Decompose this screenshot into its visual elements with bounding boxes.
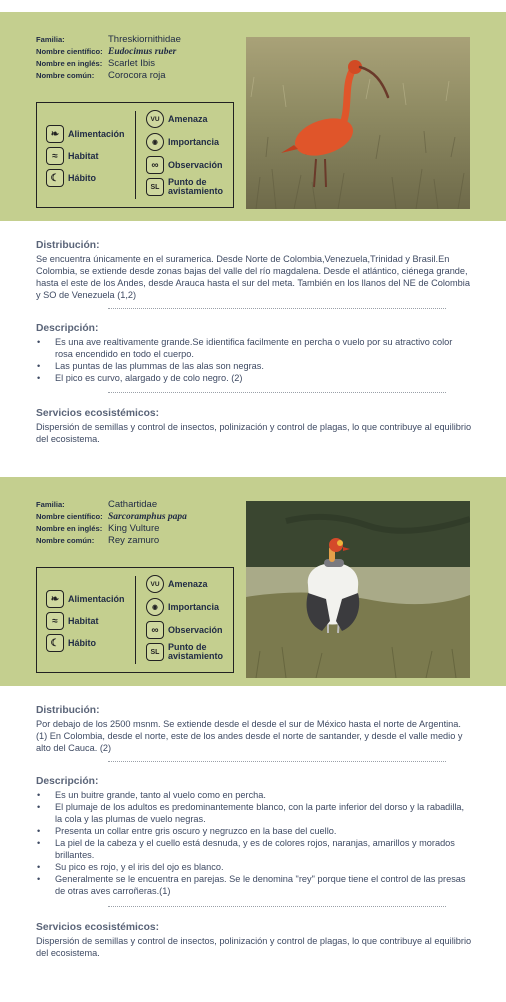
vu-badge-icon: VU <box>146 110 164 128</box>
photo-king-vulture <box>246 501 470 678</box>
divider-rule <box>108 906 446 907</box>
species-info-vulture <box>36 499 187 547</box>
cientifico-value: Sarcoramphus papa <box>108 512 187 522</box>
legend-importancia: ◉ Importancia <box>146 133 219 151</box>
species-info-ibis <box>36 34 181 82</box>
descripcion-item: • Generalmente se le encuentra en parejas. Se le denomina "rey" porque tiene el control de las presas de otras aves carroñeras.(1) <box>36 873 472 897</box>
servicios-text: Dispersión de semillas y control de insectos, polinización y control de plagas, lo que contribuye al equilibrio del ecosistema. <box>36 936 472 958</box>
distribucion-heading: Distribución: <box>36 240 100 251</box>
sl-badge-icon: SL <box>146 178 164 196</box>
distribucion-heading: Distribución: <box>36 705 100 716</box>
legend-habito: ☾ Hábito <box>46 169 96 187</box>
servicios-heading: Servicios ecosistémicos: <box>36 922 160 933</box>
king-vulture-illustration <box>246 501 470 678</box>
label-familia: Familia: <box>36 500 65 509</box>
moon-icon: ☾ <box>46 169 64 187</box>
legend-habitat: ≈ Habitat <box>46 612 99 630</box>
distribucion-text: Por debajo de los 2500 msnm. Se extiende desde el desde el sur de México hasta el norte de Argentina. (1) En Colombia, desde el norte, este de los andes desde el norte de santander, y desde el valle medio y alto del Cauca. (2) <box>36 719 463 753</box>
descripcion-item: • Las puntas de las plummas de las alas son negras. <box>36 360 472 372</box>
legend-importancia: ◉ Importancia <box>146 598 219 616</box>
servicios-text: Dispersión de semillas y control de insectos, polinización y control de plagas, lo que contribuye al equilibrio del ecosistema. <box>36 422 472 444</box>
binoculars-icon: ∞ <box>146 156 164 174</box>
servicios-heading: Servicios ecosistémicos: <box>36 408 160 419</box>
descripcion-section-vulture <box>36 776 472 897</box>
vu-badge-icon: VU <box>146 575 164 593</box>
descripcion-item: • Es una ave realtivamente grande.Se idientifica facilmente en percha o vuelo por su atractivo color rosa encendido en todo el cuerpo. <box>36 336 472 360</box>
ingles-value: King Vulture <box>108 523 160 534</box>
legend-punto: SL Punto de avistamiento <box>146 178 230 196</box>
label-comun: Nombre común: <box>36 71 95 80</box>
bird-feeding-icon: ❧ <box>46 125 64 143</box>
legend-observacion: ∞ Observación <box>146 156 223 174</box>
distribucion-text: Se encuentra únicamente en el suramerica. Desde Norte de Colombia,Venezuela,Trinidad y Brasil.En Colombia, se extiende desde zonas bajas del valle del río magdalena. Desde el atlántico, ciénega grande, hasta el este de los Andes, desde Arauca hasta el sur del meta. También en los llanos del NE de Colombia y SO de Venezuela (1,2) <box>36 254 470 300</box>
distribucion-section-vulture <box>36 705 472 754</box>
divider-rule <box>108 392 446 393</box>
distribucion-section-ibis <box>36 240 472 301</box>
legend-alimentacion: ❧ Alimentación <box>46 125 125 143</box>
servicios-section-vulture <box>36 922 472 959</box>
descripcion-item: • Su pico es rojo, y el iris del ojo es blanco. <box>36 861 472 873</box>
legend-habito: ☾ Hábito <box>46 634 96 652</box>
legend-alimentacion: ❧ Alimentación <box>46 590 125 608</box>
descripcion-item: • El pico es curvo, alargado y de colo negro. (2) <box>36 372 472 384</box>
ingles-value: Scarlet Ibis <box>108 58 155 69</box>
familia-value: Cathartidae <box>108 499 158 510</box>
label-ingles: Nombre en inglés: <box>36 524 103 533</box>
legend-amenaza: VU Amenaza <box>146 110 208 128</box>
label-comun: Nombre común: <box>36 536 95 545</box>
label-cientifico: Nombre científico: <box>36 47 103 56</box>
sl-badge-icon: SL <box>146 643 164 661</box>
comun-value: Corocora roja <box>108 70 166 81</box>
habitat-waves-icon: ≈ <box>46 612 64 630</box>
scarlet-ibis-illustration <box>246 37 470 209</box>
importance-drop-icon: ◉ <box>146 133 164 151</box>
divider-rule <box>108 308 446 309</box>
moon-icon: ☾ <box>46 634 64 652</box>
legend-amenaza: VU Amenaza <box>146 575 208 593</box>
legend-divider <box>135 576 136 664</box>
label-familia: Familia: <box>36 35 65 44</box>
descripcion-item: • Es un buitre grande, tanto al vuelo como en percha. <box>36 789 472 801</box>
legend-box-vulture <box>36 567 234 673</box>
importance-drop-icon: ◉ <box>146 598 164 616</box>
legend-observacion: ∞ Observación <box>146 621 223 639</box>
legend-punto: SL Punto de avistamiento <box>146 643 230 661</box>
familia-value: Threskiornithidae <box>108 34 181 45</box>
servicios-section-ibis <box>36 408 472 445</box>
divider-rule <box>108 761 446 762</box>
habitat-waves-icon: ≈ <box>46 147 64 165</box>
descripcion-item: • Presenta un collar entre gris oscuro y negruzco en la base del cuello. <box>36 825 472 837</box>
photo-scarlet-ibis <box>246 37 470 209</box>
legend-habitat: ≈ Habitat <box>46 147 99 165</box>
descripcion-heading: Descripción: <box>36 776 99 787</box>
descripcion-heading: Descripción: <box>36 323 99 334</box>
label-ingles: Nombre en inglés: <box>36 59 103 68</box>
descripcion-section-ibis <box>36 323 472 384</box>
descripcion-item: • La piel de la cabeza y el cuello está desnuda, y es de colores rojos, naranjas, amarillos y morados brillantes. <box>36 837 472 861</box>
comun-value: Rey zamuro <box>108 535 160 546</box>
binoculars-icon: ∞ <box>146 621 164 639</box>
bird-feeding-icon: ❧ <box>46 590 64 608</box>
descripcion-item: • El plumaje de los adultos es predominantemente blanco, con la parte inferior del dorso y la rabadilla, la cola y las plumas de vuelo negras. <box>36 801 472 825</box>
legend-box-ibis <box>36 102 234 208</box>
legend-divider <box>135 111 136 199</box>
label-cientifico: Nombre científico: <box>36 512 103 521</box>
cientifico-value: Eudocimus ruber <box>108 47 177 57</box>
